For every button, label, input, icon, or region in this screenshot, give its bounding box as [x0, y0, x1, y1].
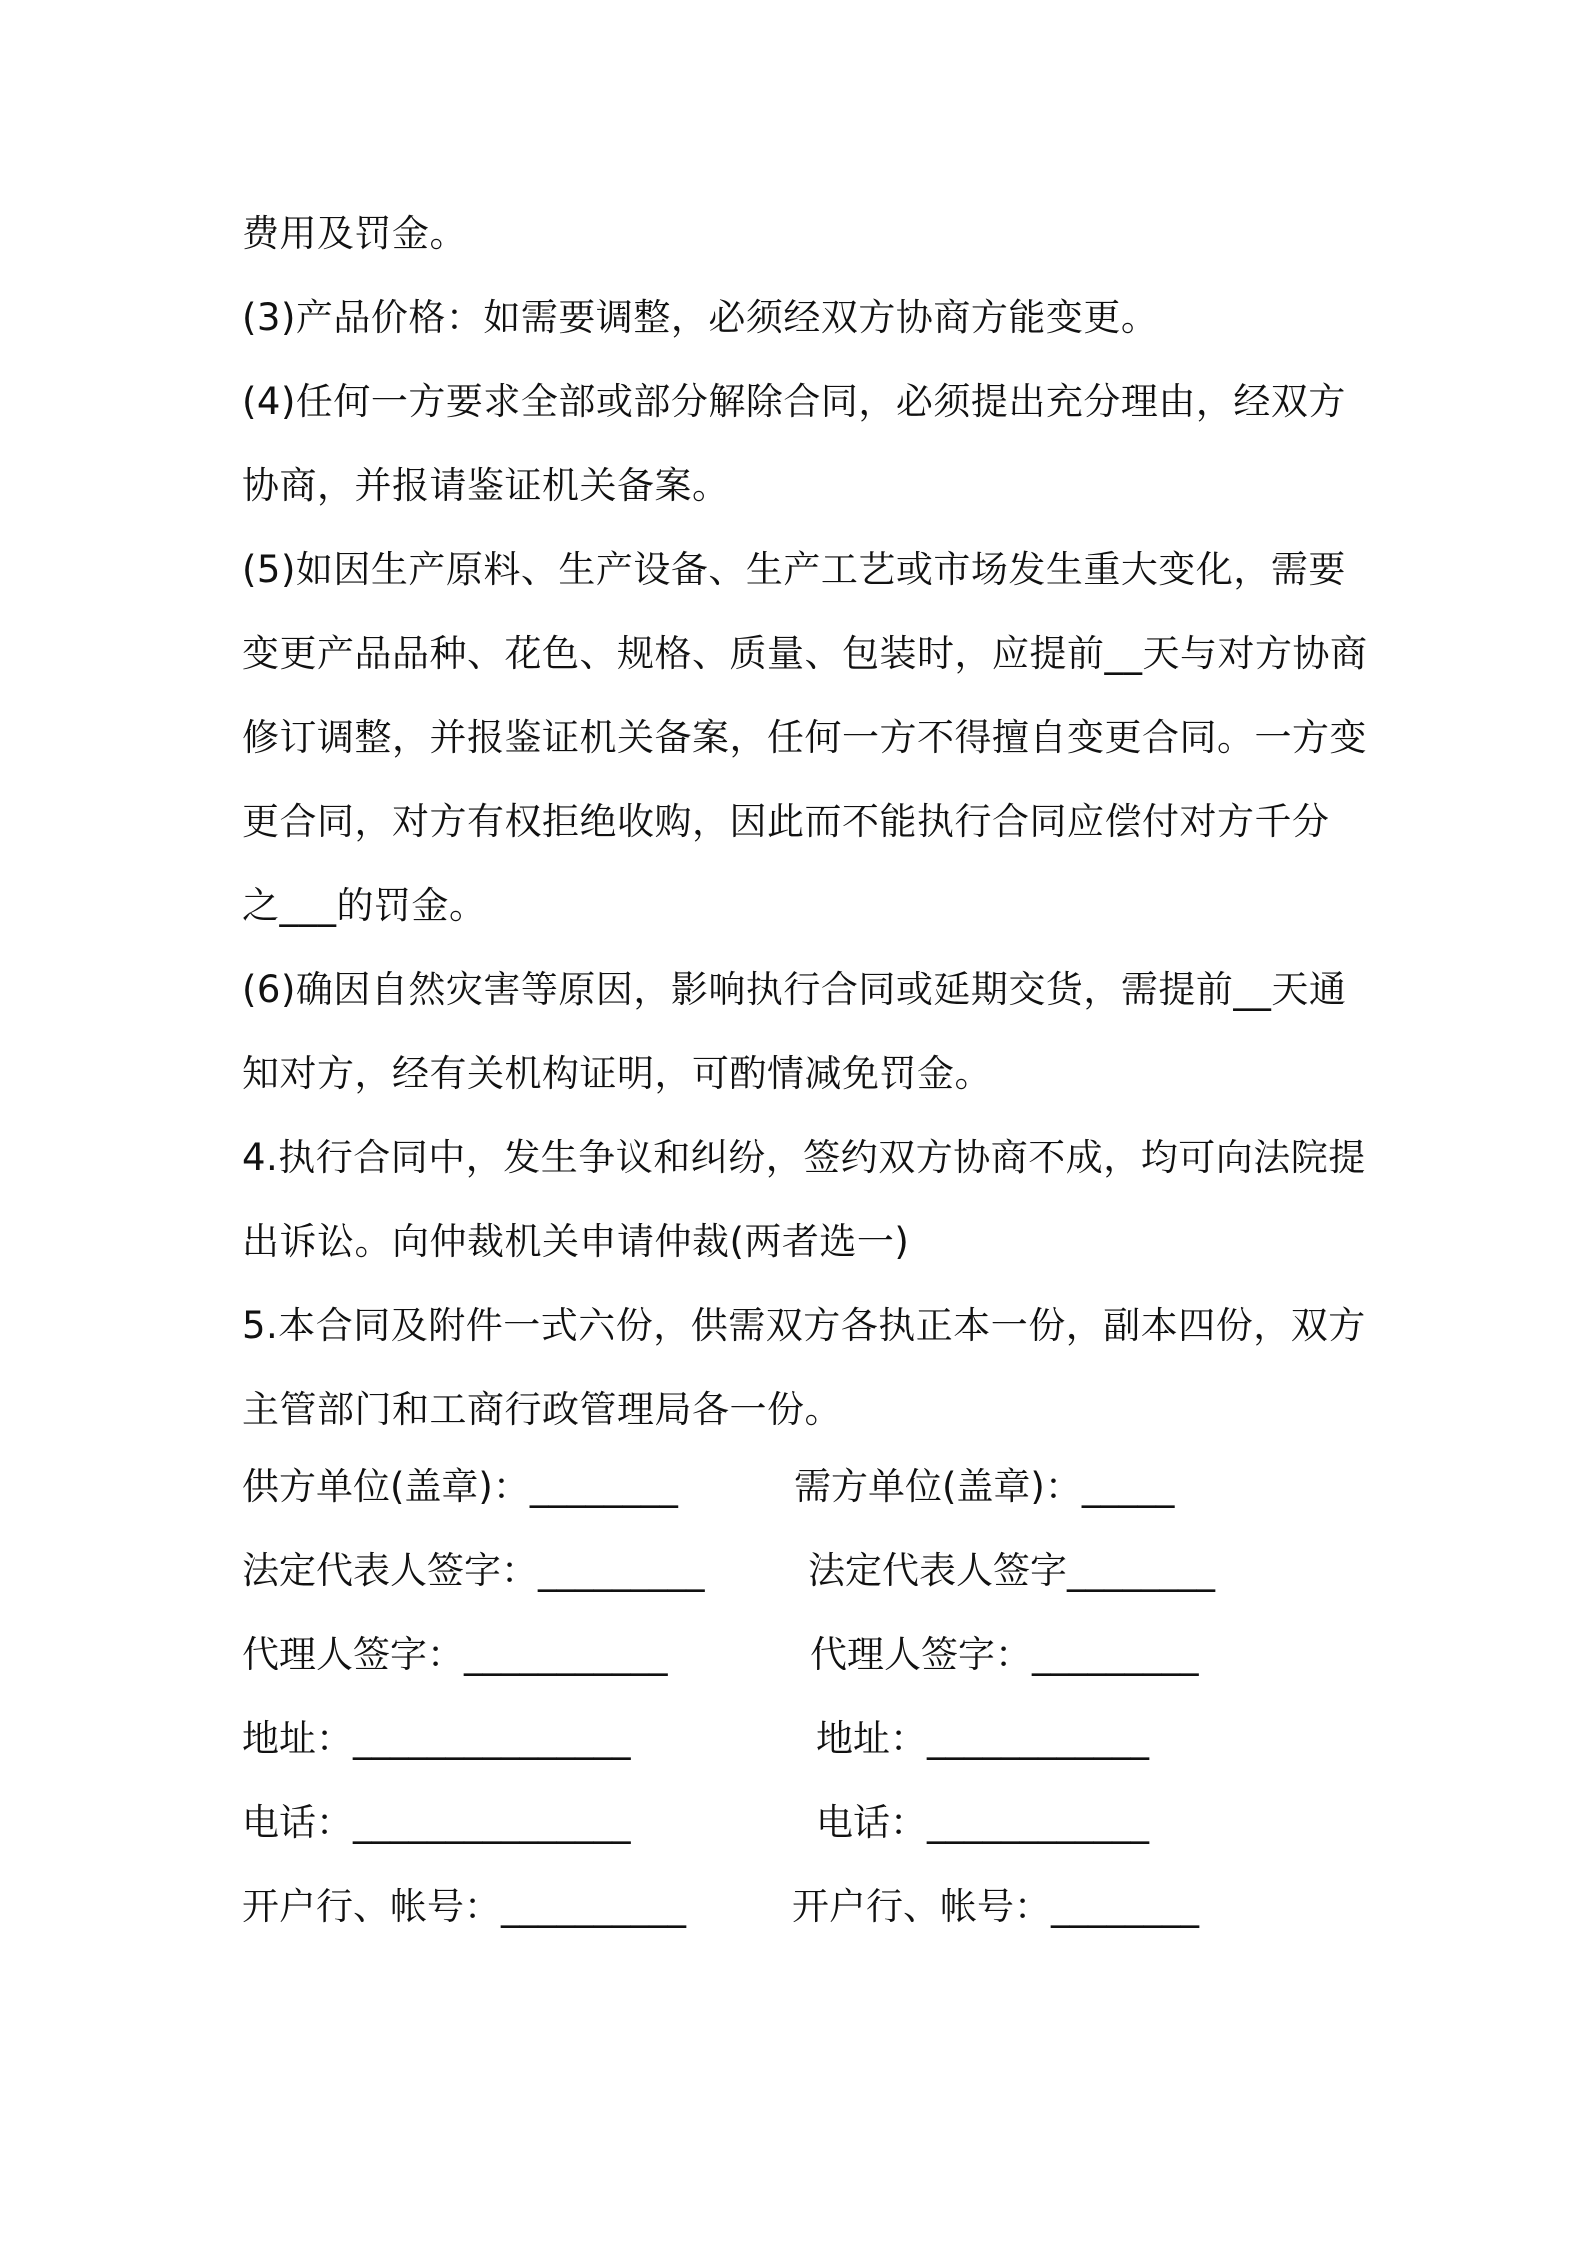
supplier-unit-field: 供方单位(盖章)：________	[242, 1465, 678, 1508]
text-line: (6)确因自然灾害等原因，影响执行合同或延期交货，需提前__天通	[242, 968, 1347, 1011]
text-line: 变更产品品种、花色、规格、质量、包装时，应提前__天与对方协商	[242, 632, 1368, 675]
supplier-legal-rep-field: 法定代表人签字：_________	[242, 1549, 705, 1592]
text-line: 知对方，经有关机构证明，可酌情减免罚金。	[242, 1052, 992, 1095]
signature-row-unit	[242, 1445, 1362, 1529]
text-line: (5)如因生产原料、生产设备、生产工艺或市场发生重大变化，需要	[242, 548, 1346, 591]
text-line: 之___的罚金。	[242, 884, 487, 927]
text-line: (3)产品价格：如需要调整，必须经双方协商方能变更。	[242, 296, 1159, 339]
supplier-bank-account-field: 开户行、帐号：__________	[242, 1885, 686, 1928]
text-line: 更合同，对方有权拒绝收购，因此而不能执行合同应偿付对方千分	[242, 800, 1330, 843]
signature-block	[242, 1445, 1362, 1949]
signature-row-legal-rep	[242, 1529, 1362, 1613]
text-line: 协商，并报请鉴证机关备案。	[242, 464, 730, 507]
text-line: (4)任何一方要求全部或部分解除合同，必须提出充分理由，经双方	[242, 380, 1346, 423]
buyer-legal-rep-field: 法定代表人签字________	[808, 1549, 1215, 1592]
text-line: 费用及罚金。	[242, 212, 467, 255]
text-line: 修订调整，并报鉴证机关备案，任何一方不得擅自变更合同。一方变	[242, 716, 1367, 759]
supplier-address-field: 地址：_______________	[242, 1717, 631, 1760]
buyer-bank-account-field: 开户行、帐号：________	[792, 1885, 1199, 1928]
signature-row-agent	[242, 1613, 1362, 1697]
text-line: 4.执行合同中，发生争议和纠纷，签约双方协商不成，均可向法院提	[242, 1136, 1366, 1179]
signature-row-phone	[242, 1781, 1362, 1865]
signature-row-bank	[242, 1865, 1362, 1949]
buyer-unit-field: 需方单位(盖章)：_____	[794, 1465, 1175, 1508]
text-line: 出诉讼。向仲裁机关申请仲裁(两者选一)	[242, 1220, 910, 1263]
contract-body	[242, 192, 1368, 1452]
buyer-phone-field: 电话：____________	[816, 1801, 1149, 1844]
buyer-address-field: 地址：____________	[816, 1717, 1149, 1760]
supplier-phone-field: 电话：_______________	[242, 1801, 631, 1844]
text-line: 主管部门和工商行政管理局各一份。	[242, 1388, 842, 1431]
signature-row-address	[242, 1697, 1362, 1781]
buyer-agent-field: 代理人签字：_________	[810, 1633, 1199, 1676]
supplier-agent-field: 代理人签字：___________	[242, 1633, 668, 1676]
text-line: 5.本合同及附件一式六份，供需双方各执正本一份，副本四份，双方	[242, 1304, 1366, 1347]
